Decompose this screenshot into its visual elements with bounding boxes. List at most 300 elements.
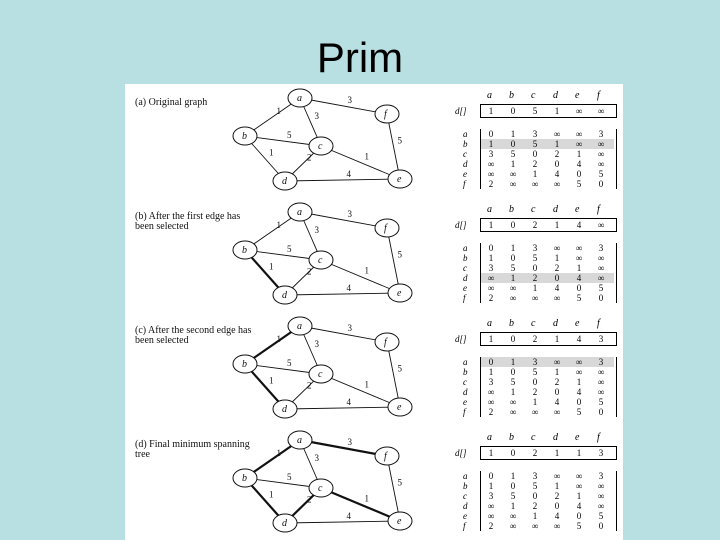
adjacency-matrix [480,129,617,189]
node-label: e [397,174,402,185]
row-label: d [463,273,468,283]
matrix-cell: 4 [576,273,582,283]
d-value: 2 [532,220,538,230]
column-header: d [553,90,558,101]
matrix-cell: 0 [532,263,538,273]
edge-weight: 4 [346,283,351,293]
node-label: b [242,131,247,142]
edge-weight: 1 [364,379,369,390]
node-label: c [318,141,323,152]
matrix-cell: 0 [554,501,560,511]
node-f [375,333,399,351]
row-label: e [463,511,467,521]
matrix-cell: ∞ [509,397,517,407]
matrix-cell: 3 [488,491,494,501]
matrix-cell: 2 [554,491,560,501]
matrix-cell: 0 [576,283,582,293]
edge-weight: 3 [314,111,319,121]
edge-f-e [387,342,400,407]
matrix-cell: 1 [510,501,516,511]
matrix-cell: ∞ [597,501,605,511]
d-value: 0 [510,106,516,116]
matrix-cell: 1 [532,169,538,179]
matrix-cell: 0 [554,387,560,397]
panel-d [125,426,623,540]
edge-weight: 4 [346,397,351,407]
d-array [480,218,617,232]
adjacency-matrix [480,471,617,531]
node-label: b [242,473,247,484]
matrix-cell: ∞ [531,293,539,303]
node-label: e [397,402,402,413]
row-label: a [463,243,468,253]
edge-f-e [387,114,400,179]
column-header: e [575,90,580,101]
matrix-cell: 3 [532,471,538,481]
edge-weight: 1 [276,448,281,458]
node-label: a [297,321,302,332]
node-label: f [384,337,387,348]
node-label: f [384,109,387,120]
node-label: c [318,255,323,266]
matrix-cell: ∞ [597,491,605,501]
d-value: 1 [488,334,494,344]
edge-c-e [321,488,400,521]
graph-svg [125,312,445,426]
matrix-cell: 4 [576,501,582,511]
node-label: e [397,516,402,527]
matrix-cell: ∞ [487,387,495,397]
edge-weight: 3 [314,453,319,463]
matrix-cell: 3 [532,129,538,139]
edge-weight: 1 [364,265,369,276]
edge-weight: 2 [307,266,312,277]
matrix-cell: 1 [532,511,538,521]
d-value: 0 [510,220,516,230]
matrix-cell: ∞ [509,521,517,531]
edge-weight: 1 [269,147,274,158]
edge-a-f [300,440,387,456]
edge-weight: 3 [347,437,352,447]
matrix-cell: 3 [532,243,538,253]
matrix-cell: 5 [576,521,582,531]
node-f [375,219,399,237]
adjacency-matrix [480,357,617,417]
column-header: b [509,204,514,215]
matrix-cell: 1 [488,139,494,149]
matrix-cell: 5 [510,491,516,501]
matrix-cell: 0 [598,407,604,417]
edge-c-e [321,146,400,179]
matrix-cell: 1 [488,481,494,491]
matrix-cell: 5 [576,407,582,417]
column-header: e [575,204,580,215]
matrix-cell: 1 [576,149,582,159]
edge-d-e [285,293,400,295]
row-label: d [463,159,468,169]
row-label: c [463,149,467,159]
d-array-label: d[] [455,448,467,458]
node-label: d [282,404,287,415]
matrix-cell: 3 [598,243,604,253]
d-value: 1 [576,448,582,458]
graph-svg [125,84,445,198]
edge-weight: 2 [307,380,312,391]
matrix-cell: 0 [510,139,516,149]
d-value: 3 [598,334,604,344]
matrix-cell: ∞ [575,367,583,377]
matrix-cell: 5 [576,179,582,189]
d-array-label: d[] [455,106,467,116]
row-label: d [463,501,468,511]
matrix-cell: 2 [532,273,538,283]
matrix-cell: 1 [510,159,516,169]
matrix-cell: ∞ [575,243,583,253]
matrix-cell: 1 [510,357,516,367]
matrix-cell: 5 [510,263,516,273]
matrix-cell: 2 [488,521,494,531]
d-value: 1 [554,448,560,458]
matrix-cell: 5 [598,283,604,293]
edge-weight: 1 [276,106,281,116]
node-label: a [297,435,302,446]
matrix-cell: 1 [576,491,582,501]
matrix-cell: ∞ [597,139,605,149]
row-label: b [463,481,468,491]
matrix-cell: 0 [598,179,604,189]
edge-weight: 3 [347,209,352,219]
matrix-cell: 0 [488,129,494,139]
matrix-cell: 0 [488,357,494,367]
matrix-cell: ∞ [597,481,605,491]
matrix-cell: 3 [598,357,604,367]
matrix-cell: ∞ [531,179,539,189]
matrix-cell: ∞ [531,407,539,417]
row-label: e [463,169,467,179]
column-header: c [531,90,536,101]
edge-weight: 5 [397,249,402,260]
matrix-cell: 3 [598,129,604,139]
matrix-cell: 0 [554,159,560,169]
d-value: 1 [554,106,560,116]
column-header: b [509,318,514,329]
panel-b [125,198,623,312]
column-header: c [531,318,536,329]
node-label: f [384,451,387,462]
node-label: b [242,359,247,370]
matrix-cell: ∞ [553,243,561,253]
matrix-cell: ∞ [487,501,495,511]
row-label: e [463,397,467,407]
matrix-cell: 5 [510,149,516,159]
edge-a-f [300,212,387,228]
node-f [375,105,399,123]
slide-title: Prim [316,34,404,81]
matrix-cell: 2 [554,149,560,159]
row-label: d [463,387,468,397]
matrix-cell: 3 [488,149,494,159]
prim-figure [125,84,623,540]
matrix-cell: ∞ [487,273,495,283]
matrix-cell: 1 [510,129,516,139]
edge-weight: 1 [276,220,281,230]
matrix-cell: ∞ [575,129,583,139]
d-value: 0 [510,448,516,458]
d-value: 4 [576,220,582,230]
d-value: 4 [576,334,582,344]
column-header: e [575,318,580,329]
edge-weight: 1 [364,151,369,162]
matrix-cell: 1 [554,139,560,149]
matrix-cell: 0 [488,243,494,253]
matrix-cell: 5 [532,367,538,377]
matrix-cell: 2 [532,501,538,511]
matrix-cell: ∞ [597,263,605,273]
column-header: d [553,432,558,443]
d-value: 1 [488,448,494,458]
matrix-cell: ∞ [575,471,583,481]
matrix-cell: 1 [532,283,538,293]
edge-a-f [300,326,387,342]
d-array-label: d[] [455,220,467,230]
matrix-cell: 4 [554,511,560,521]
adjacency-matrix [480,243,617,303]
edge-c-e [321,374,400,407]
matrix-cell: ∞ [509,407,517,417]
matrix-cell: 0 [510,253,516,263]
matrix-cell: 3 [488,377,494,387]
node-label: c [318,483,323,494]
edge-c-e [321,260,400,293]
matrix-cell: 5 [510,377,516,387]
column-header: f [597,204,600,215]
matrix-cell: ∞ [553,179,561,189]
distance-matrix [455,426,620,540]
d-value: ∞ [597,220,605,230]
column-header: f [597,90,600,101]
edge-weight: 1 [276,334,281,344]
matrix-cell: 1 [510,387,516,397]
row-label: e [463,283,467,293]
matrix-cell: 1 [510,243,516,253]
matrix-cell: 2 [554,377,560,387]
matrix-cell: ∞ [487,159,495,169]
matrix-cell: 1 [554,481,560,491]
edge-weight: 5 [397,477,402,488]
matrix-cell: 3 [532,357,538,367]
d-value: 1 [554,334,560,344]
matrix-cell: ∞ [597,387,605,397]
row-label: a [463,357,468,367]
d-value: 0 [510,334,516,344]
panel-caption: (c) After the second edge has been selected [135,325,252,346]
d-value: 2 [532,448,538,458]
matrix-cell: ∞ [553,293,561,303]
matrix-cell: 5 [532,253,538,263]
node-label: b [242,245,247,256]
row-label: a [463,471,468,481]
matrix-cell: ∞ [509,169,517,179]
matrix-cell: ∞ [597,159,605,169]
matrix-cell: 0 [576,169,582,179]
matrix-cell: ∞ [575,253,583,263]
matrix-cell: ∞ [553,471,561,481]
edge-weight: 5 [287,130,292,140]
panel-caption: (b) After the first edge has been selected [135,211,241,232]
row-label: b [463,139,468,149]
matrix-cell: ∞ [553,407,561,417]
matrix-cell: 5 [532,139,538,149]
column-header: e [575,432,580,443]
column-header: a [487,318,492,329]
edge-weight: 1 [364,493,369,504]
edge-d-e [285,179,400,181]
row-label: b [463,367,468,377]
column-header: a [487,204,492,215]
matrix-cell: ∞ [597,377,605,387]
edge-weight: 5 [397,135,402,146]
matrix-cell: ∞ [487,283,495,293]
column-header: a [487,90,492,101]
matrix-cell: 0 [532,149,538,159]
matrix-cell: 1 [488,253,494,263]
matrix-cell: 0 [576,511,582,521]
matrix-cell: ∞ [553,129,561,139]
column-header: f [597,318,600,329]
row-label: a [463,129,468,139]
edge-weight: 5 [287,358,292,368]
matrix-cell: ∞ [575,481,583,491]
matrix-cell: ∞ [509,293,517,303]
edge-weight: 1 [269,375,274,386]
matrix-cell: ∞ [487,169,495,179]
node-label: d [282,176,287,187]
d-value: 5 [532,106,538,116]
d-value: 3 [598,448,604,458]
panel-caption: (d) Final minimum spanning tree [135,439,250,460]
node-label: e [397,288,402,299]
matrix-cell: ∞ [575,139,583,149]
row-label: f [463,521,466,531]
matrix-cell: 0 [532,377,538,387]
matrix-cell: 0 [510,481,516,491]
matrix-cell: 4 [554,169,560,179]
matrix-cell: 1 [510,273,516,283]
column-header: b [509,90,514,101]
matrix-cell: ∞ [487,397,495,407]
column-header: b [509,432,514,443]
node-label: a [297,207,302,218]
matrix-cell: 5 [598,169,604,179]
matrix-cell: ∞ [597,149,605,159]
edge-weight: 5 [397,363,402,374]
edge-weight: 3 [347,95,352,105]
matrix-cell: 5 [598,511,604,521]
d-value: 1 [554,220,560,230]
edge-weight: 1 [269,489,274,500]
edge-d-e [285,407,400,409]
d-value: 1 [488,220,494,230]
d-value: 2 [532,334,538,344]
distance-matrix [455,84,620,198]
edge-weight: 5 [287,472,292,482]
distance-matrix [455,312,620,426]
matrix-cell: 0 [598,293,604,303]
matrix-cell: 2 [488,407,494,417]
matrix-cell: 0 [510,367,516,377]
column-header: c [531,432,536,443]
matrix-cell: 4 [576,159,582,169]
row-label: f [463,407,466,417]
matrix-cell: 5 [598,397,604,407]
matrix-cell: ∞ [509,283,517,293]
node-label: a [297,93,302,104]
panel-a [125,84,623,198]
d-value: ∞ [597,106,605,116]
matrix-cell: ∞ [575,357,583,367]
node-f [375,447,399,465]
matrix-cell: 4 [576,387,582,397]
row-label: f [463,179,466,189]
d-value: 1 [488,106,494,116]
matrix-cell: 4 [554,397,560,407]
distance-matrix [455,198,620,312]
d-value: ∞ [575,106,583,116]
matrix-cell: ∞ [553,521,561,531]
matrix-cell: 0 [598,521,604,531]
edge-f-e [387,456,400,521]
matrix-cell: 1 [510,471,516,481]
matrix-cell: 2 [532,159,538,169]
row-label: c [463,491,467,501]
matrix-cell: 1 [488,367,494,377]
matrix-cell: 1 [576,263,582,273]
d-array [480,446,617,460]
matrix-cell: 5 [532,481,538,491]
matrix-cell: 1 [554,367,560,377]
matrix-cell: 5 [576,293,582,303]
row-label: f [463,293,466,303]
node-label: f [384,223,387,234]
row-label: b [463,253,468,263]
graph-svg [125,426,445,540]
column-header: d [553,204,558,215]
matrix-cell: ∞ [597,253,605,263]
matrix-cell: 1 [576,377,582,387]
edge-weight: 5 [287,244,292,254]
matrix-cell: ∞ [509,511,517,521]
matrix-cell: 3 [488,263,494,273]
matrix-cell: 1 [554,253,560,263]
matrix-cell: 3 [598,471,604,481]
edge-a-f [300,98,387,114]
node-label: d [282,290,287,301]
matrix-cell: ∞ [597,273,605,283]
matrix-cell: ∞ [487,511,495,521]
d-array [480,332,617,346]
edge-weight: 3 [314,225,319,235]
matrix-cell: 2 [488,179,494,189]
edge-f-e [387,228,400,293]
column-header: f [597,432,600,443]
column-header: c [531,204,536,215]
matrix-cell: 2 [488,293,494,303]
panel-c [125,312,623,426]
edge-weight: 1 [269,261,274,272]
node-label: c [318,369,323,380]
row-label: c [463,377,467,387]
column-header: d [553,318,558,329]
